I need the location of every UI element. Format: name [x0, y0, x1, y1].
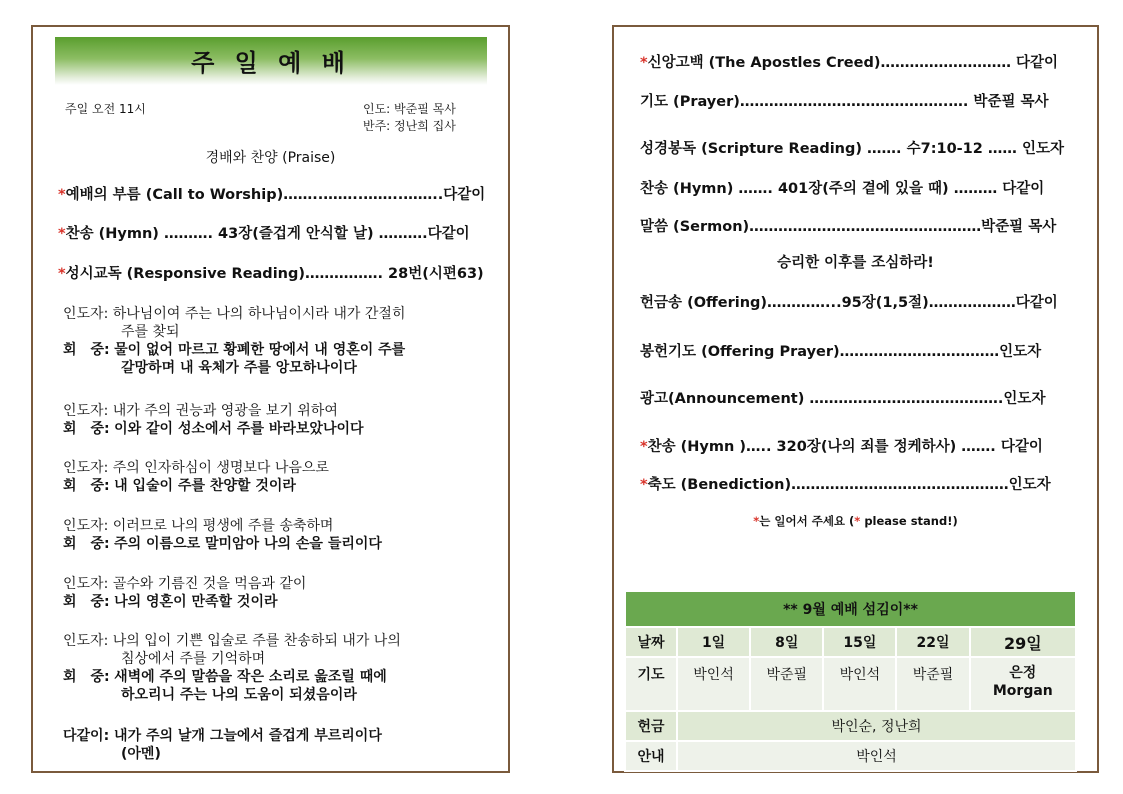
- responsive-block: 인도자: 내가 주의 권능과 영광을 보기 위하여 회 중: 이와 같이 성소에서 주를 바라보았나이다: [63, 403, 364, 437]
- prayer-cell: 박준필: [896, 657, 969, 711]
- title-banner: [55, 37, 487, 85]
- pianist-info: 반주: 정난희 집사: [363, 119, 456, 133]
- date-label: 날짜: [625, 627, 677, 657]
- order-item: 찬송 (Hymn) ……. 401장(주의 곁에 있을 때) ……… 다같이: [640, 181, 1045, 197]
- order-item: *찬송 (Hymn) ………. 43장(즐겁게 안식할 날) ……….다같이: [58, 226, 470, 242]
- responsive-block: 인도자: 나의 입이 기쁜 입술로 주를 찬송하되 내가 나의 침상에서 주를 기억하며 회 중: 새벽에 주의 말씀을 작은 소리로 읊조릴 때에 하오리니 주는 나의 도움이 되셨음이라: [63, 633, 401, 703]
- date-cell: 22일: [896, 627, 969, 657]
- sermon-title: 승리한 이후를 조심하라!: [777, 255, 934, 271]
- right-page: [612, 25, 1099, 773]
- order-item: *예배의 부름 (Call to Worship)……..……..……..……..다같이: [58, 187, 486, 203]
- guide-cell: 박인석: [677, 741, 1076, 771]
- order-item: 광고(Announcement) ………………………………….인도자: [640, 391, 1046, 407]
- duty-table-title: ** 9월 예배 섬김이**: [625, 591, 1076, 627]
- responsive-block: 인도자: 하나님이여 주는 나의 하나님이시라 내가 간절히 주를 찾되 회 중: 물이 없어 마르고 황폐한 땅에서 내 영혼이 주를 갈망하며 내 육체가 주를 앙모하나이다: [63, 306, 406, 376]
- responsive-block: 인도자: 골수와 기름진 것을 먹음과 같이 회 중: 나의 영혼이 만족할 것이라: [63, 576, 307, 610]
- left-page: [31, 25, 510, 773]
- leader-info: 인도: 박준필 목사: [363, 102, 456, 116]
- duty-table: [624, 590, 1077, 772]
- stand-note: *는 일어서 주세요 (* please stand!): [753, 514, 958, 528]
- page-title: 주 일 예 배: [191, 49, 351, 77]
- prayer-cell: 박준필: [750, 657, 823, 711]
- offering-cell: 박인순, 정난희: [677, 711, 1076, 741]
- order-item: 성경봉독 (Scripture Reading) ……. 수7:10-12 …… 인도자: [640, 141, 1064, 157]
- together-block: 다같이: 내가 주의 날개 그늘에서 즐겁게 부르리이다 (아멘): [63, 728, 382, 762]
- order-item: 헌금송 (Offering)…………...95장(1,5절)………………다같이: [640, 295, 1058, 311]
- date-cell: 15일: [823, 627, 896, 657]
- date-cell: 1일: [677, 627, 750, 657]
- date-cell: 8일: [750, 627, 823, 657]
- prayer-cell: 박인석: [823, 657, 896, 711]
- prayer-label: 기도: [625, 657, 677, 711]
- service-time: 주일 오전 11시: [65, 102, 146, 116]
- date-cell: 29일: [970, 627, 1076, 657]
- responsive-block: 인도자: 이러므로 나의 평생에 주를 송축하며 회 중: 주의 이름으로 말미암아 나의 손을 들리이다: [63, 518, 382, 552]
- guide-label: 안내: [625, 741, 677, 771]
- section-heading: 경배와 찬양 (Praise): [205, 150, 336, 166]
- offering-label: 헌금: [625, 711, 677, 741]
- order-item: 봉헌기도 (Offering Prayer)……………………………인도자: [640, 344, 1042, 360]
- order-item: *성시교독 (Responsive Reading)……………. 28번(시편63): [58, 266, 484, 282]
- order-item: *찬송 (Hymn )….. 320장(나의 죄를 정케하사) ……. 다같이: [640, 439, 1043, 455]
- prayer-cell: 은정 Morgan: [970, 657, 1076, 711]
- responsive-block: 인도자: 주의 인자하심이 생명보다 나음으로 회 중: 내 입술이 주를 찬양할 것이라: [63, 460, 329, 494]
- prayer-cell: 박인석: [677, 657, 750, 711]
- order-item: 기도 (Prayer)…………………………………….…. 박준필 목사: [640, 94, 1049, 110]
- order-item: 말씀 (Sermon)…………………………………………박준필 목사: [640, 219, 1057, 235]
- order-item: *신앙고백 (The Apostles Creed)……………………… 다같이: [640, 55, 1059, 71]
- order-item: *축도 (Benediction)………………………………………인도자: [640, 477, 1051, 493]
